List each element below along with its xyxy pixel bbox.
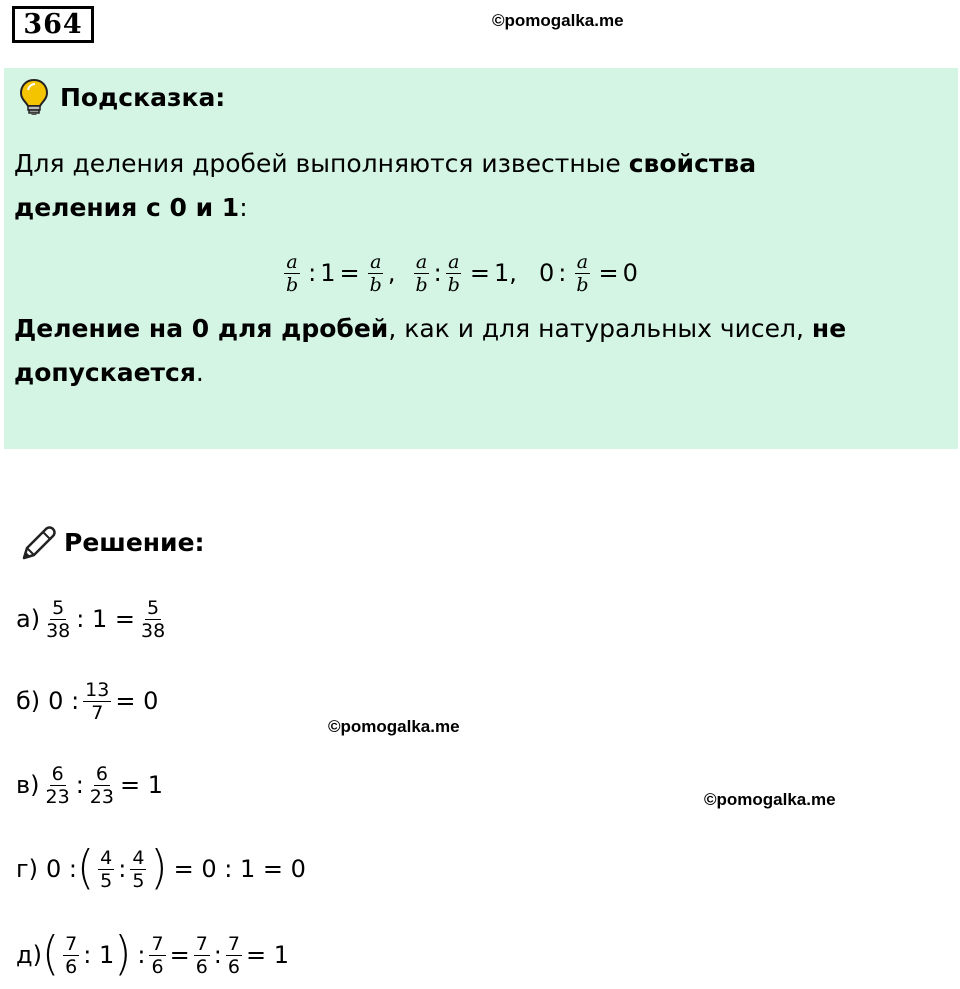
solution-v xyxy=(16,760,163,810)
fraction xyxy=(130,847,146,892)
fraction xyxy=(139,597,167,642)
solution-a xyxy=(16,594,171,644)
right-paren: ) xyxy=(114,927,132,982)
left-paren: ( xyxy=(76,841,95,896)
fraction-a-b xyxy=(284,251,300,296)
hint-line3-bold: Деление на 0 для дробей xyxy=(14,314,389,343)
hint-line-4 xyxy=(14,351,944,395)
denominator: b xyxy=(447,273,460,296)
numerator: a xyxy=(415,250,428,273)
denominator: 6 xyxy=(195,955,208,978)
expression-middle: : 1 xyxy=(83,941,115,969)
watermark-middle: ©pomogalka.me xyxy=(328,717,460,736)
hint-line-2 xyxy=(14,186,944,230)
denominator: 6 xyxy=(151,955,164,978)
denominator: b xyxy=(369,273,382,296)
colon-op: : xyxy=(433,259,442,287)
denominator: b xyxy=(576,273,589,296)
denominator: 5 xyxy=(100,869,113,892)
expression-prefix: 0 : xyxy=(48,687,80,715)
item-label: д) xyxy=(16,941,42,969)
solution-title: Решение: xyxy=(64,528,205,557)
denominator: 5 xyxy=(132,869,145,892)
denominator: 6 xyxy=(227,955,240,978)
number-zero: 0 xyxy=(538,259,555,287)
equals-op: = xyxy=(339,259,360,287)
hint-title: Подсказка: xyxy=(60,83,226,112)
numerator: 6 xyxy=(51,762,64,785)
fraction xyxy=(88,763,116,808)
item-label: в) xyxy=(16,771,40,799)
right-paren: ) xyxy=(150,841,168,896)
hint-line4-tail: . xyxy=(195,358,204,387)
denominator: 23 xyxy=(89,785,114,808)
numerator: 7 xyxy=(65,932,78,955)
equals-op: = xyxy=(598,259,619,287)
fraction xyxy=(226,933,242,978)
item-label: г) xyxy=(16,855,38,883)
hint-line4-bold: допускается xyxy=(14,358,196,387)
expression-result: = 1 xyxy=(245,941,289,969)
numerator: 4 xyxy=(100,846,113,869)
comma: , xyxy=(509,259,517,287)
numerator: 7 xyxy=(227,932,240,955)
hint-line-1 xyxy=(14,142,944,186)
equals-op: = xyxy=(469,259,491,287)
fraction-a-b xyxy=(574,251,590,296)
colon-op: : xyxy=(558,259,567,287)
expression-result: = 1 xyxy=(119,771,163,799)
fraction-a-b xyxy=(368,251,384,296)
number-zero: 0 xyxy=(622,259,638,287)
denominator: 6 xyxy=(65,955,78,978)
solution-g xyxy=(16,841,306,896)
numerator: 6 xyxy=(95,762,108,785)
numerator: a xyxy=(576,250,589,273)
hint-line2-tail: : xyxy=(239,193,248,222)
expression-prefix: 0 : xyxy=(45,855,77,883)
hint-paragraph-1 xyxy=(14,142,944,230)
numerator: 5 xyxy=(147,596,160,619)
colon-op: : xyxy=(213,941,222,969)
denominator: b xyxy=(415,273,428,296)
denominator: 38 xyxy=(46,619,71,642)
denominator: 23 xyxy=(45,785,70,808)
solution-d xyxy=(16,927,289,982)
hint-line3-plain: , как и для натуральных чисел, xyxy=(388,314,812,343)
colon-op: : xyxy=(308,259,317,287)
watermark-right: ©pomogalka.me xyxy=(704,790,836,809)
equals-op: = xyxy=(169,941,190,969)
fraction xyxy=(83,679,111,724)
problem-number: 364 xyxy=(12,6,94,43)
colon-op: : xyxy=(137,941,146,969)
hint-line1-plain: Для деления дробей выполняются известные xyxy=(14,149,629,178)
pencil-icon xyxy=(18,524,58,564)
numerator: 7 xyxy=(151,932,164,955)
numerator: a xyxy=(370,250,382,273)
numerator: 13 xyxy=(85,678,110,701)
numerator: 5 xyxy=(52,596,65,619)
fraction xyxy=(44,597,72,642)
hint-line2-bold: деления с 0 и 1 xyxy=(14,193,240,222)
fraction xyxy=(44,763,72,808)
numerator: a xyxy=(448,250,460,273)
expression-result: = 0 xyxy=(115,687,159,715)
fraction xyxy=(63,933,79,978)
lightbulb-icon xyxy=(18,78,50,116)
fraction xyxy=(98,847,114,892)
denominator: 38 xyxy=(141,619,166,642)
fraction xyxy=(194,933,210,978)
number-one: 1 xyxy=(494,259,510,287)
hint-line3-bold2: не xyxy=(811,314,847,343)
fraction-a-b xyxy=(446,251,462,296)
hint-formula xyxy=(280,244,638,302)
numerator: a xyxy=(286,250,298,273)
item-label: б) xyxy=(16,687,41,715)
comma: , xyxy=(387,259,396,287)
numerator: 7 xyxy=(195,932,208,955)
colon-op: : xyxy=(75,771,84,799)
number-one: 1 xyxy=(320,259,336,287)
numerator: 4 xyxy=(132,846,145,869)
fraction-a-b xyxy=(413,251,429,296)
hint-line1-bold: свойства xyxy=(628,149,757,178)
fraction xyxy=(149,933,165,978)
item-label: а) xyxy=(16,605,41,633)
hint-line-3 xyxy=(14,307,944,351)
solution-b xyxy=(16,676,158,726)
colon-op: : xyxy=(118,855,127,883)
expression-middle: : 1 = xyxy=(76,605,135,633)
watermark-top: ©pomogalka.me xyxy=(492,11,624,30)
denominator: b xyxy=(286,273,299,296)
hint-paragraph-2 xyxy=(14,307,944,395)
expression-result: = 0 : 1 = 0 xyxy=(173,855,306,883)
denominator: 7 xyxy=(91,701,104,724)
left-paren: ( xyxy=(41,927,60,982)
